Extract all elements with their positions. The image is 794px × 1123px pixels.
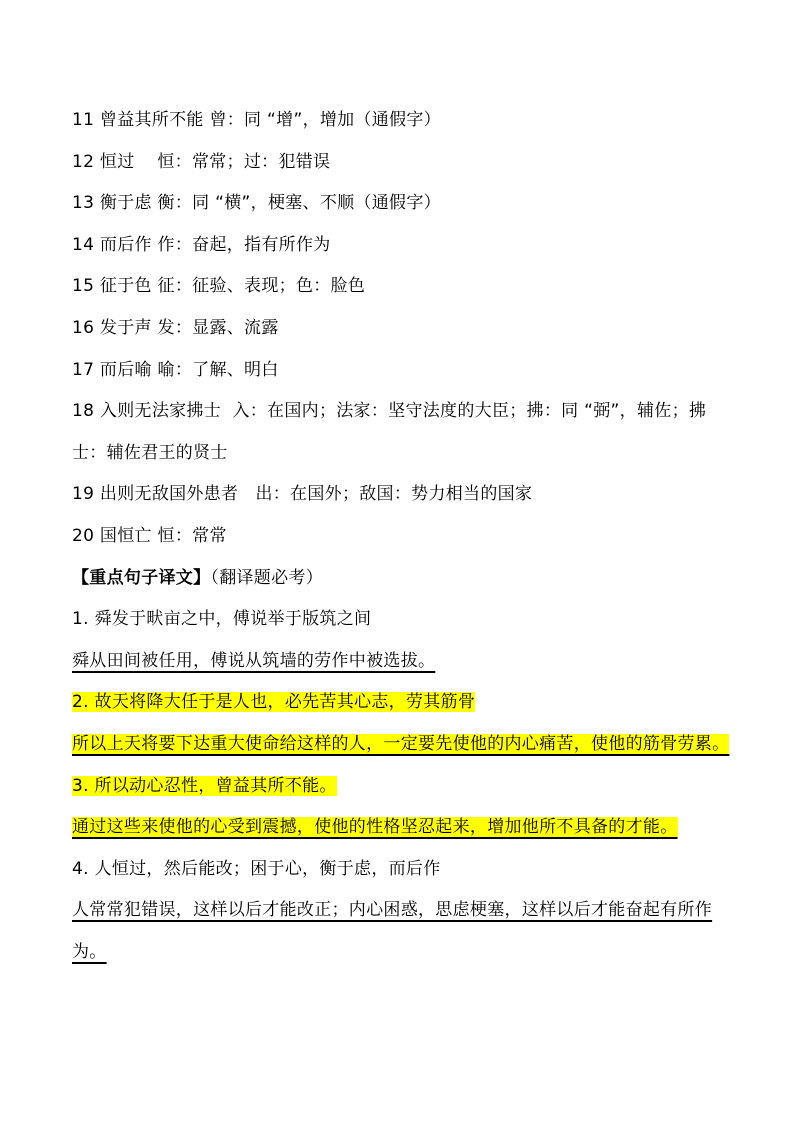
vocab-head: 15 征于色 征： [72,276,193,297]
vocab-item [72,225,732,267]
sentence-original [72,849,732,891]
sentence-original-text: 1. 舜发于畎亩之中，傅说举于版筑之间 [72,609,372,630]
section-title: 【重点句子译文】 [72,567,211,588]
sentence-original-text: 3. 所以动心忍性，曾益其所不能。 [72,775,337,796]
sentence-translation [72,807,732,849]
vocab-gloss: 在国外；敌国：势力相当的国家 [290,484,533,505]
document-page [72,100,732,973]
vocab-head: 20 国恒亡 恒： [72,525,193,546]
vocab-item [72,350,732,392]
vocab-item [72,308,732,350]
sentence-original [72,599,732,641]
sentence-original-text: 2. 故天将降大任于是人也，必先苦其心志，劳其筋骨 [72,692,476,713]
vocab-gloss: 征验、表现；色：脸色 [192,276,366,297]
sentence-original [72,682,732,724]
sentence-translation-text: 通过这些来使他的心受到震撼，使他的性格坚忍起来，增加他所不具备的才能。 [72,817,678,838]
vocab-head: 18 入则无法家拂士 入： [72,401,268,422]
vocab-gloss: 同 “横”，梗塞、不顺（通假字） [192,193,441,214]
sentence-translation [72,641,732,683]
vocab-item [72,516,732,558]
sentence-original [72,766,732,808]
vocab-gloss: 了解、明白 [192,359,279,380]
section-heading [72,558,732,600]
vocab-head: 16 发于声 发： [72,317,193,338]
vocab-item [72,100,732,142]
sentence-translation [72,890,732,973]
vocab-head: 11 曾益其所不能 曾： [72,110,245,130]
vocab-head: 12 恒过 恒： [72,151,192,172]
vocab-head: 17 而后喻 喻： [72,359,193,380]
sentence-translation-text: 人常常犯错误，这样以后才能改正；内心困惑，思虑梗塞，这样以后才能奋起有所作为。 [72,900,713,962]
vocab-gloss: 奋起，指有所作为 [192,234,331,255]
vocab-item [72,142,732,184]
vocab-gloss: 常常；过：犯错误 [191,151,331,172]
sentence-translation-text: 所以上天将要下达重大使命给这样的人，一定要先使他的内心痛苦，使他的筋骨劳累。 [72,733,730,754]
vocab-item [72,183,732,225]
vocab-head: 14 而后作 作： [72,234,193,255]
sentence-translation-text: 舜从田间被任用，傅说从筑墙的劳作中被选拔。 [72,650,436,671]
sentence-original-text: 4. 人恒过，然后能改；困于心，衡于虑，而后作 [72,858,441,879]
vocab-gloss: 同 “增”，增加（通假字） [244,110,441,130]
vocab-gloss: 在国内；法家：坚守法度的大臣；拂：同 “弼”，辅佐；拂士：辅佐君王的贤士 [72,401,707,463]
vocab-item [72,266,732,308]
vocab-gloss: 常常 [192,525,227,546]
vocab-item [72,474,732,516]
vocab-item [72,391,732,474]
vocab-gloss: 显露、流露 [192,317,279,338]
vocab-head: 13 衡于虑 衡： [72,193,193,214]
sentence-translation [72,724,732,766]
section-note: （翻译题必考） [210,567,324,588]
vocab-head: 19 出则无敌国外患者 出： [72,484,291,505]
